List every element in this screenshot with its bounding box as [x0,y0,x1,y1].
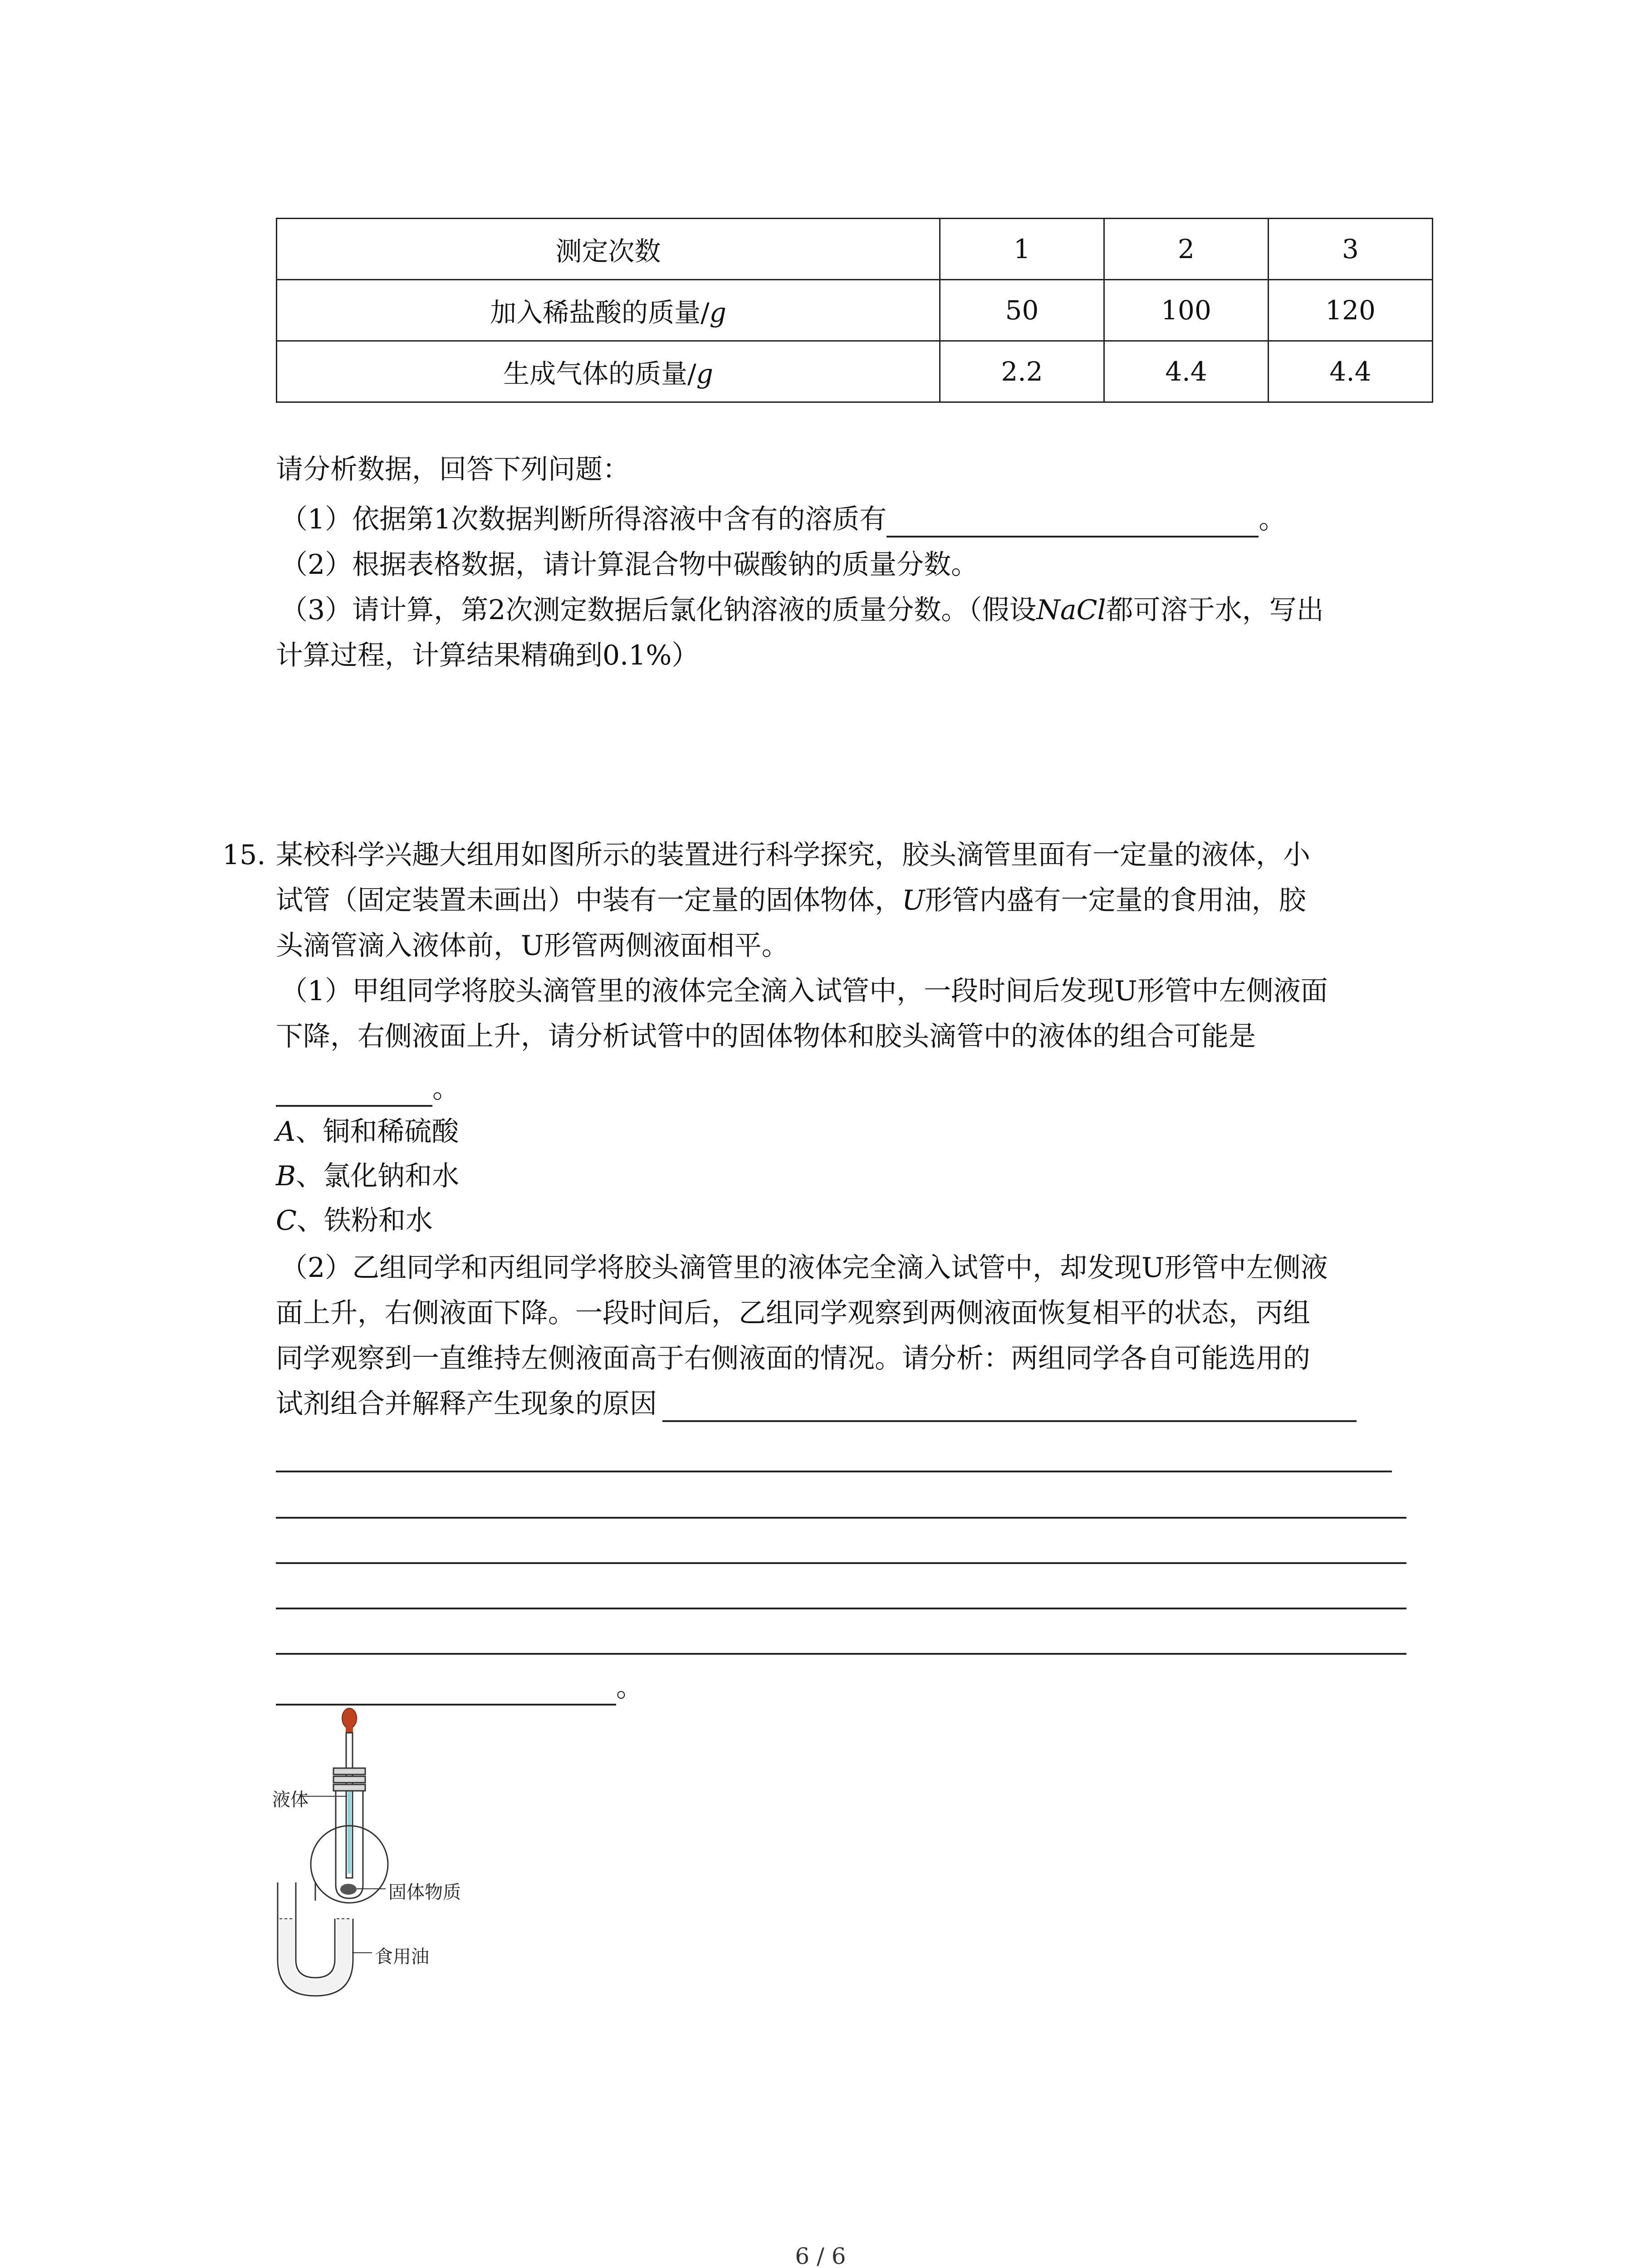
dropper-liquid [348,1787,351,1873]
option-b: B、氯化钠和水 [276,1160,460,1192]
q15-stem-line2: 试管（固定装置未画出）中装有一定量的固体物体，U形管内盛有一定量的食用油，胶 [276,885,1306,916]
q15-part1-line2: 下降，右侧液面上升，请分析试管中的固体物体和胶头滴管中的液体的组合可能是 [276,1021,1256,1052]
answer-line[interactable] [276,1517,1406,1519]
table-cell: 2.2 [940,341,1104,402]
answer-line[interactable] [276,1608,1406,1609]
apparatus-figure [272,1706,526,2005]
q14-part3-line1: （3）请计算，第2次测定数据后氯化钠溶液的质量分数。（假设NaCl都可溶于水，写出 [280,594,1324,626]
answer-line[interactable] [276,1653,1406,1655]
label-liquid: 液体 [272,1789,309,1810]
table-row [277,341,1433,402]
table-cell: 50 [940,280,1104,341]
table-row [277,280,1433,341]
answer-line[interactable] [276,1562,1406,1564]
q14-intro: 请分析数据，回答下列问题： [276,454,630,485]
answer-blank[interactable] [276,1077,432,1107]
answer-blank[interactable] [276,1676,616,1706]
q15-part2-line3: 同学观察到一直维持左侧液面高于右侧液面的情况。请分析：两组同学各自可能选用的 [276,1343,1310,1374]
question-number: 15. [222,839,266,871]
data-table [276,218,1433,403]
q15-part2-line4: 试剂组合并解释产生现象的原因 [276,1386,1357,1422]
q15-part2-final: 。 [276,1669,643,1706]
solid-substance [340,1884,357,1895]
q15-stem-line1: 某校科学兴趣大组用如图所示的装置进行科学探究，胶头滴管里面有一定量的液体，小 [276,839,1310,871]
label-oil: 食用油 [375,1946,429,1967]
table-cell: 100 [1104,280,1269,341]
table-cell: 4.4 [1104,341,1269,402]
option-a: A、铜和稀硫酸 [276,1116,459,1148]
table-row-label: 加入稀盐酸的质量/g [277,280,940,341]
answer-blank[interactable] [662,1392,1357,1422]
dropper-bulb-neck [346,1727,353,1733]
q14-part1: （1）依据第1次数据判断所得溶液中含有的溶质有 。 [280,501,1286,538]
table-cell: 120 [1269,280,1433,341]
stopper-ring [333,1784,365,1791]
label-solid: 固体物质 [388,1882,461,1903]
answer-line[interactable] [276,1471,1392,1472]
page-number: 6 / 6 [795,2243,846,2268]
q15-stem-line3: 头滴管滴入液体前，U形管两侧液面相平。 [276,930,789,962]
table-cell: 4.4 [1269,341,1433,402]
table-header-cell: 1 [940,219,1104,280]
stopper-ring [333,1768,365,1774]
q14-part3-line2: 计算过程，计算结果精确到0.1%） [276,640,699,671]
table-header-cell: 3 [1269,219,1433,280]
table-row-label: 生成气体的质量/g [277,341,940,402]
q15-part1-line1: （1）甲组同学将胶头滴管里的液体完全滴入试管中，一段时间后发现U形管中左侧液面 [280,975,1328,1007]
q15-part2-line2: 面上升，右侧液面下降。一段时间后，乙组同学观察到两侧液面恢复相平的状态，丙组 [276,1297,1310,1329]
q14-part2: （2）根据表格数据，请计算混合物中碳酸钠的质量分数。 [280,549,979,581]
q15-part2-line1: （2）乙组同学和丙组同学将胶头滴管里的液体完全滴入试管中，却发现U形管中左侧液 [280,1252,1328,1284]
table-header-row [277,219,1433,280]
table-header-cell: 测定次数 [277,219,940,280]
option-c: C、铁粉和水 [276,1205,433,1237]
stopper-ring [333,1776,365,1783]
answer-blank[interactable] [887,508,1259,538]
q15-part1-answer: 。 [276,1070,460,1107]
table-header-cell: 2 [1104,219,1269,280]
dropper-bulb [342,1708,357,1728]
cooking-oil [279,1919,351,1994]
